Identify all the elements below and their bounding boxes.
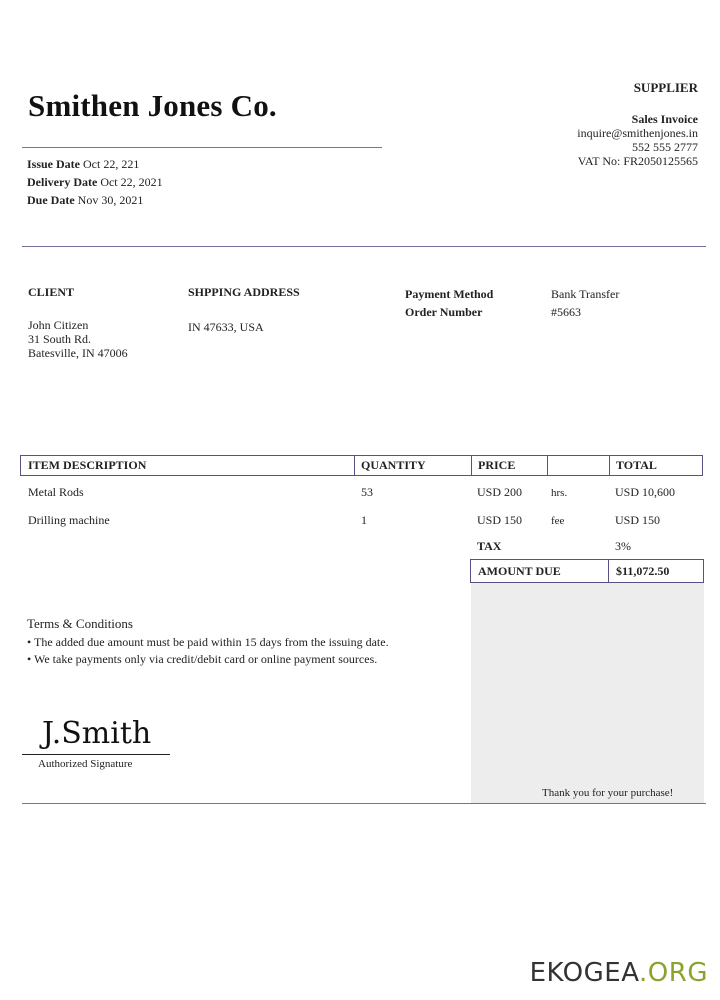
- supplier-title: SUPPLIER: [633, 80, 698, 95]
- client-city: Batesville, IN 47006: [28, 346, 128, 360]
- header-divider: [22, 147, 382, 148]
- row-1-description: Metal Rods: [28, 485, 84, 499]
- amount-due-value: $11,072.50: [616, 564, 670, 578]
- row-1-price: USD 200: [477, 485, 523, 499]
- header-item-description: ITEM DESCRIPTION: [28, 458, 147, 472]
- watermark-logo: [530, 958, 708, 988]
- header-quantity: QUANTITY: [361, 458, 426, 472]
- delivery-date-label: Delivery Date: [27, 175, 98, 189]
- client-street: 31 South Rd.: [28, 332, 92, 346]
- tax-value: 3%: [615, 539, 631, 553]
- signature-line: [22, 754, 170, 755]
- terms-list: [27, 634, 389, 668]
- payment-values: [551, 285, 619, 321]
- supplier-details: [577, 112, 698, 168]
- supplier-email: inquire@smithenjones.in: [577, 126, 698, 140]
- order-number-label: Order Number: [405, 305, 483, 319]
- payment-method-label: Payment Method: [405, 287, 494, 301]
- client-address: [28, 318, 128, 360]
- thank-you-note: Thank you for your purchase!: [542, 787, 674, 799]
- issue-date-label: Issue Date: [27, 157, 80, 171]
- header-total: TOTAL: [616, 458, 657, 472]
- client-title: CLIENT: [28, 285, 75, 299]
- row-2-total: USD 150: [615, 513, 661, 527]
- due-date: [27, 191, 163, 209]
- row-2-unit: fee: [551, 515, 565, 527]
- terms-line-2: • We take payments only via credit/debit card or online payment sources.: [27, 652, 378, 666]
- supplier-vat: VAT No: FR2050125565: [577, 154, 698, 168]
- watermark-part-1: EKOGEA: [529, 958, 640, 988]
- amount-due-label: AMOUNT DUE: [478, 564, 561, 578]
- payment-method-value: Bank Transfer: [551, 287, 620, 301]
- signature-image: J.Smith: [42, 716, 152, 751]
- table-header: [20, 455, 703, 476]
- due-date-value: Nov 30, 2021: [77, 193, 144, 207]
- shipping-address: IN 47633, USA: [188, 320, 264, 334]
- due-date-label: Due Date: [27, 193, 75, 207]
- supplier-phone: 552 555 2777: [632, 140, 698, 154]
- header-unit: [547, 456, 609, 475]
- row-2-description: Drilling machine: [28, 513, 110, 527]
- row-2-quantity: 1: [361, 513, 367, 527]
- order-number-value: #5663: [551, 305, 581, 319]
- row-1-total: USD 10,600: [615, 485, 676, 499]
- terms-title: Terms & Conditions: [27, 616, 133, 631]
- client-name: John Citizen: [28, 318, 89, 332]
- row-1-quantity: 53: [361, 485, 373, 499]
- terms-line-1: • The added due amount must be paid within 15 days from the issuing date.: [27, 635, 389, 649]
- summary-panel: [471, 583, 704, 803]
- payment-labels: [405, 285, 493, 321]
- tax-label: TAX: [477, 539, 502, 553]
- header-price: PRICE: [478, 458, 516, 472]
- footer-divider: [22, 803, 706, 804]
- watermark-part-2: .ORG: [639, 958, 708, 988]
- signature-caption: Authorized Signature: [38, 758, 133, 770]
- issue-date: [27, 155, 163, 173]
- shipping-title: SHPPING ADDRESS: [188, 285, 300, 299]
- delivery-date-value: Oct 22, 2021: [100, 175, 163, 189]
- row-1-unit: hrs.: [551, 487, 568, 499]
- company-name: Smithen Jones Co.: [28, 88, 277, 123]
- document-type: Sales Invoice: [631, 112, 698, 126]
- row-2-price: USD 150: [477, 513, 523, 527]
- amount-due-divider: [608, 560, 609, 582]
- invoice-dates: [27, 155, 163, 209]
- amount-due-box: [470, 559, 704, 583]
- delivery-date: [27, 173, 163, 191]
- section-divider: [22, 246, 706, 247]
- issue-date-value: Oct 22, 221: [83, 157, 140, 171]
